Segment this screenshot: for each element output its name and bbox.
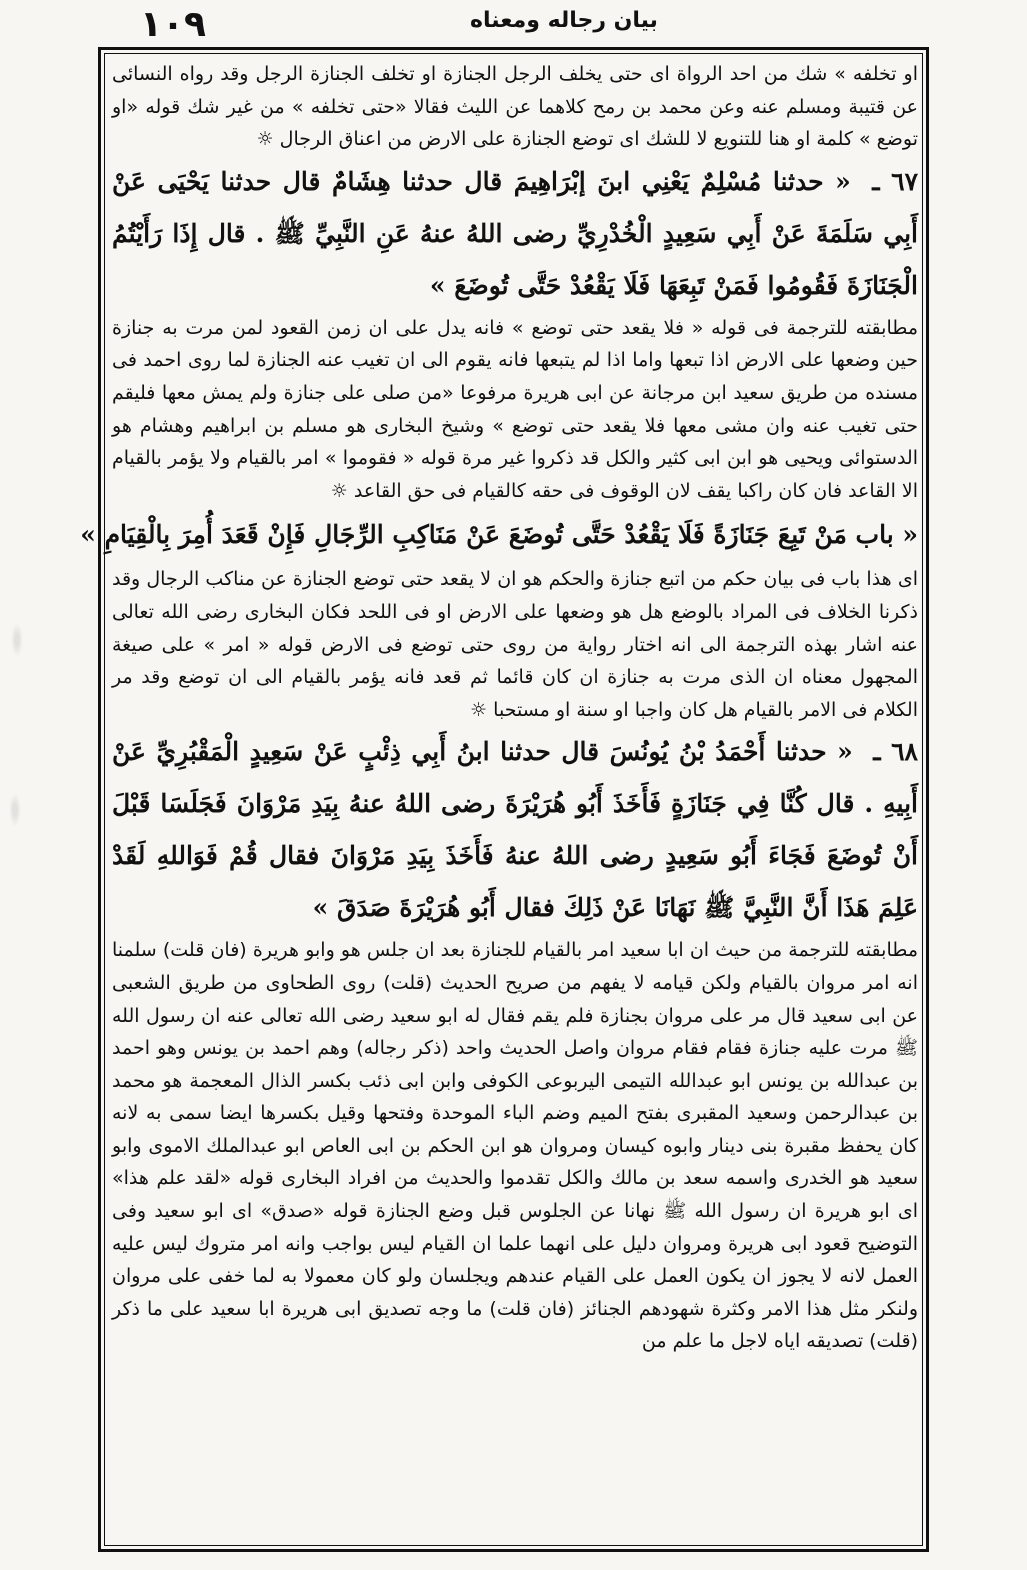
commentary-paragraph: مطابقته للترجمة فى قوله « فلا يقعد حتى توضع » فانه يدل على ان زمن القعود لمن مرت به جنازة حين وضعها على الارض اذا تبعها واما اذا لم يتبعها فانه يقوم الى ان تغيب عنه الجنازة لما روى احمد فى مسنده من طريق سعيد ابن مرجانة عن ابى هريرة مرفوعا «من صلى على جنازة ولم يمش معها فليقم حتى تغيب عنه وان مشى معها فلا يقعد حتى توضع » وشيخ البخارى هو مسلم بن ابراهيم وهشام هو الدستوائى ويحيى هو ابن ابى كثير والكل قد ذكروا غير مرة قوله « فقوموا » امر بالقيام ولا يؤمر بالقيام الا القاعد فان كان راكبا يقف لان الوقوف فى حقه كالقيام فى حق القاعد ☼ [112,316,918,502]
hadith-number: ٦٨ ـ [873,737,918,767]
page-body [80,58,918,1358]
commentary-paragraph: اى هذا باب فى بيان حكم من اتبع جنازة والحكم هو ان لا يقعد حتى توضع الجنازة عن مناكب الرجال وقد ذكرنا الخلاف فى المراد بالوضع هل هو وضعها على الارض او فى اللحد فكان البخارى رضى الله تعالى عنه اشار بهذه الترجمة الى انه اختار رواية من روى حتى توضع فى الارض قوله « امر » على صيغة المجهول معناه ان الذى مرت به جنازة ان كان قائما ثم قعد فانه يؤمر بالقيام الى ان توضع وقد مر الكلام فى الامر بالقيام هل كان واجبا او سنة او مستحبا ☼ [112,568,918,721]
running-title: بيان رجاله ومعناه [470,8,658,33]
page-number: ١٠٩ [140,4,206,45]
hadith-68 [112,726,918,934]
chapter-heading: « باب مَنْ تَبِعَ جَنَازَةً فَلَا يَقْعُدْ حَتَّى تُوضَعَ عَنْ مَنَاكِبِ الرِّجَالِ فَإِنْ قَعَدَ أُمِرَ بِالْقِيَامِ » [80,520,918,550]
hadith-text: « حدثنا أَحْمَدُ بْنُ يُونُسَ قال حدثنا ابنُ أَبِي ذِئْبٍ عَنْ سَعِيدٍ الْمَقْبُرِيِّ عَنْ أَبِيهِ . قال كُنَّا فِي جَنَازَةٍ فَأَخَذَ أَبُو هُرَيْرَةَ رضى اللهُ عنهُ بِيَدِ مَرْوَانَ فَجَلَسَا قَبْلَ أَنْ تُوضَعَ فَجَاءَ أَبُو سَعِيدٍ رضى اللهُ عنهُ فَأَخَذَ بِيَدِ مَرْوَانَ فقال قُمْ فَوَاللهِ لَقَدْ عَلِمَ هَذَا أَنَّ النَّبِيَّ ﷺ نَهَانَا عَنْ ذَلِكَ فقال أَبُو هُرَيْرَةَ صَدَقَ » [112,737,918,923]
hadith-67 [112,156,918,312]
scan-speck [10,620,24,660]
hadith-number: ٦٧ ـ [872,166,918,196]
commentary-paragraph: او تخلفه » شك من احد الرواة اى حتى يخلف الرجل الجنازة او تخلف الجنازة الرجل وقد رواه النسائى عن قتيبة ومسلم عنه وعن محمد بن رمح كلاهما عن الليث فقالا «حتى تخلفه » من غير شك قوله «او توضع » كلمة او هنا للتنويع لا للشك اى توضع الجنازة على الارض من اعناق الرجال ☼ [112,63,918,151]
commentary-paragraph: مطابقته للترجمة من حيث ان ابا سعيد امر بالقيام للجنازة بعد ان جلس هو وابو هريرة (فان قلت) سلمنا انه امر مروان بالقيام ولكن قيامه لا يفهم من صريح الحديث (قلت) روى الطحاوى من طريق الشعبى عن ابى سعيد قال مر على مروان بجنازة فلم يقم فقال له ابو سعيد رضى الله تعالى عنه ان رسول الله ﷺ مرت عليه جنازة فقام فقام مروان واصل الحديث واحد (ذكر رجاله) وهم احمد بن يونس وهو احمد بن عبدالله بن يونس ابو عبدالله التيمى اليربوعى الكوفى وابن ابى ذئب بكسر الذال المعجمة هو محمد بن عبدالرحمن وسعيد المقبرى بفتح الميم وضم الباء الموحدة وفتحها وقيل بكسرها ايضا سمى به لانه كان يحفظ مقبرة بنى دينار وابوه كيسان ومروان هو ابن الحكم بن ابى العاص ابو عبدالملك الاموى وابو سعيد هو الخدرى واسمه سعد بن مالك والكل تقدموا والحديث من افراد البخارى قوله «لقد علم هذا» اى ابو هريرة ان رسول الله ﷺ نهانا عن الجلوس قبل وضع الجنازة قوله «صدق» اى ابو سعيد وفى التوضيح قعود ابى هريرة ومروان دليل على انهما علما ان القيام ليس بواجب وانه امر متروك ليس عليه العمل لانه لا يجوز ان يكون العمل على القيام عندهم ويجلسان ولو كان معمولا به لما خفى على مروان ولنكر مثل هذا الامر وكثرة شهودهم الجنائز (فان قلت) ما وجه تصديق ابى هريرة ابا سعيد على ما ذكر (قلت) تصديقه اياه لاجل ما علم من [112,939,918,1353]
hadith-text: « حدثنا مُسْلِمٌ يَعْنِي ابنَ إبْرَاهِيمَ قال حدثنا هِشَامٌ قال حدثنا يَحْيَى عَنْ أَبِي سَلَمَةَ عَنْ أَبِي سَعِيدٍ الْخُدْرِيِّ رضى اللهُ عنهُ عَنِ النَّبِيِّ ﷺ . قال إِذَا رَأَيْتُمُ الْجَنَازَةَ فَقُومُوا فَمَنْ تَبِعَهَا فَلَا يَقْعُدْ حَتَّى تُوضَعَ » [112,166,918,300]
scan-speck [8,790,22,830]
